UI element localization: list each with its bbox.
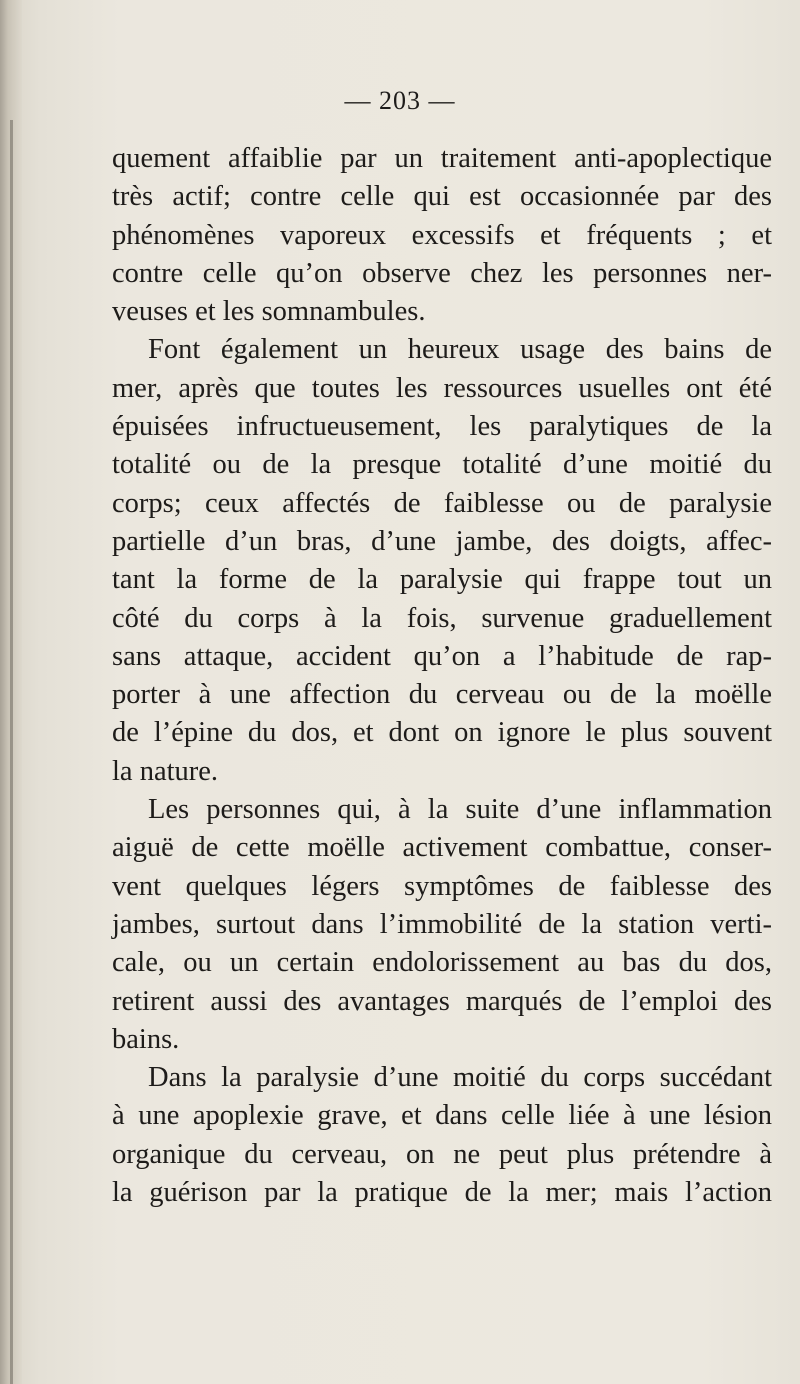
text-line: mer, après que toutes les ressources usuelles ont été xyxy=(112,372,772,404)
text-line: de l’épine du dos, et dont on ignore le plus souvent xyxy=(112,717,772,749)
text-line: la nature. xyxy=(112,755,219,787)
text-line: très actif; contre celle qui est occasionnée par des xyxy=(112,181,772,213)
text-line: la guérison par la pratique de la mer; mais l’action xyxy=(112,1177,772,1209)
text-line: côté du corps à la fois, survenue graduellement xyxy=(112,602,772,634)
text-line: porter à une affection du cerveau ou de la moëlle xyxy=(112,679,772,711)
text-line: cale, ou un certain endolorissement au bas du dos, xyxy=(112,947,772,979)
text-line: Dans la paralysie d’une moitié du corps succédant xyxy=(148,1062,772,1094)
text-line: veuses et les somnambules. xyxy=(112,296,426,328)
text-line: corps; ceux affectés de faiblesse ou de paralysie xyxy=(112,487,772,519)
page-gutter xyxy=(0,0,22,1384)
text-line: totalité ou de la presque totalité d’une moitié du xyxy=(112,449,772,481)
text-line: épuisées infructueusement, les paralytiques de la xyxy=(112,411,772,443)
text-line: phénomènes vaporeux excessifs et fréquents ; et xyxy=(112,219,772,251)
binding-edge xyxy=(10,120,13,1384)
text-line: Les personnes qui, à la suite d’une inflammation xyxy=(148,794,772,826)
page-number: — 203 — xyxy=(344,86,456,115)
body-text xyxy=(112,140,772,1212)
text-line: vent quelques légers symptômes de faiblesse des xyxy=(112,870,772,902)
text-line: contre celle qu’on observe chez les personnes ner- xyxy=(112,257,772,289)
text-line: tant la forme de la paralysie qui frappe tout un xyxy=(112,564,772,596)
text-line: bains. xyxy=(112,1023,180,1055)
text-line: Font également un heureux usage des bains de xyxy=(148,334,772,366)
text-line: partielle d’un bras, d’une jambe, des doigts, affec- xyxy=(112,525,772,557)
text-line: sans attaque, accident qu’on a l’habitude de rap- xyxy=(112,640,772,672)
text-line: à une apoplexie grave, et dans celle liée à une lésion xyxy=(112,1100,772,1132)
text-line: jambes, surtout dans l’immobilité de la station verti- xyxy=(112,908,772,940)
text-line: organique du cerveau, on ne peut plus prétendre à xyxy=(112,1138,772,1170)
text-line: aiguë de cette moëlle activement combattue, conser- xyxy=(112,832,772,864)
text-line: retirent aussi des avantages marqués de l’emploi des xyxy=(112,985,772,1017)
text-line: quement affaiblie par un traitement anti-apoplectique xyxy=(112,143,772,174)
